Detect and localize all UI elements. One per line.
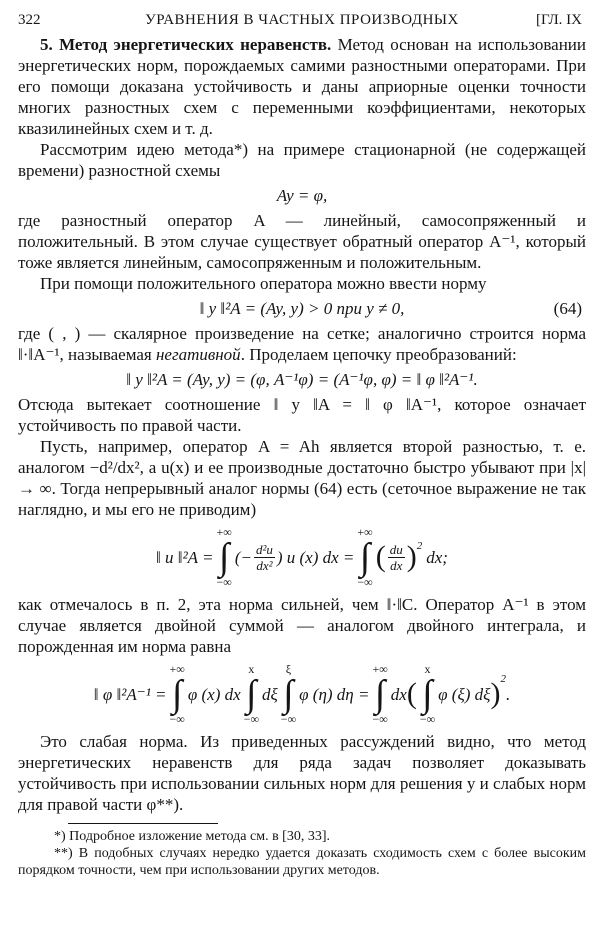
paragraph-text: Метод основан на использовании энергетических норм, порождаемых самими разностными операторами. При его помощи доказана устойчивость и даны априорные оценки точности многих разностных схем с переменными коэффициентами, некоторых квазилинейных схем и т. д. bbox=[18, 35, 586, 138]
integral-lower-limit: −∞ bbox=[357, 575, 373, 589]
integral-upper-limit: +∞ bbox=[372, 662, 388, 676]
eq-term: dξ bbox=[262, 684, 278, 704]
section-heading: 5. Метод энергетических неравенств. bbox=[40, 35, 332, 54]
eq-term: φ (ξ) dξ bbox=[438, 684, 491, 704]
integral-sign: ξ ∫ −∞ bbox=[280, 662, 297, 726]
running-header bbox=[18, 8, 586, 34]
paragraph-text: где ( , ) — скалярное произведение на сетке; аналогично строится норма ‖·‖A⁻¹, называемая bbox=[18, 324, 586, 364]
chapter-label: [ГЛ. IX bbox=[535, 12, 582, 28]
footnote: *) Подробное изложение метода см. в [30, 33]. bbox=[54, 829, 331, 844]
paragraph: Рассмотрим идею метода*) на примере стационарной (не содержащей времени) разностной схемы bbox=[18, 140, 586, 180]
equation-norm-u: ‖ u ‖²A = +∞ ∫ −∞ (− $\frac{\text{d²u}}{\text{dx²}}$ ) u (x) dx = +∞ ∫ −∞ ( $\frac{du}{dx}$ ) $^2$ dx; bbox=[156, 525, 448, 589]
equation-number: (64) bbox=[553, 299, 582, 318]
integral-lower-limit: −∞ bbox=[419, 712, 436, 726]
paragraph-text: . Проделаем цепочку преобразований: bbox=[240, 345, 517, 364]
eq-term: (− bbox=[234, 547, 252, 567]
denominator: dx² bbox=[256, 557, 273, 573]
paragraph: При помощи положительного оператора можно ввести норму bbox=[40, 274, 487, 293]
integral-lower-limit: −∞ bbox=[216, 575, 232, 589]
paragraph: Пусть, например, оператор A = Ah является второй разностью, т. е. аналогом −d²/dx², а u(x) и ее производные достаточно быстро убывают при |x| → ∞. Тогда непрерывный аналог нормы (64) есть (сеточное выражение не так наглядно, и мы его не приводим) bbox=[18, 437, 586, 519]
page-number: 322 bbox=[18, 12, 41, 28]
fraction bbox=[388, 542, 405, 573]
integral-lower-limit: −∞ bbox=[169, 712, 185, 726]
integral-sign: +∞ ∫ −∞ bbox=[357, 525, 373, 589]
integral-lower-limit: −∞ bbox=[243, 712, 260, 726]
integral-upper-limit: +∞ bbox=[216, 525, 232, 539]
paragraph: Это слабая норма. Из приведенных рассуждений видно, что метод энергетических неравенств для ряда задач позволяет доказывать устойчивость при использовании сильных норм для решения y и слабых норм для правой части φ**). bbox=[18, 732, 586, 814]
integral-sign: x ∫ −∞ bbox=[419, 662, 436, 726]
eq-lhs: ‖ u ‖²A = bbox=[156, 547, 214, 567]
integral-lower-limit: −∞ bbox=[372, 712, 388, 726]
paragraph: как отмечалось в п. 2, эта норма сильней, чем ‖·‖C. Оператор A⁻¹ в этом случае является двойной суммой — аналогом двойного интеграла, и порожденная им норма равна bbox=[18, 595, 586, 656]
integral-upper-limit: ξ bbox=[285, 662, 292, 676]
numerator: d²u bbox=[255, 541, 273, 557]
footnote: **) В подобных случаях нередко удается доказать сходимость схем с более высоким порядком точности, чем при использовании других методов. bbox=[18, 846, 586, 878]
fraction bbox=[254, 542, 275, 573]
eq-term: . bbox=[505, 684, 511, 704]
eq-term: dx bbox=[390, 684, 407, 704]
eq-lhs: ‖ φ ‖²A⁻¹ = bbox=[93, 684, 167, 704]
equation-norm-phi: ‖ φ ‖²A⁻¹ = +∞ ∫ −∞ φ (x) dx x ∫ −∞ dξ ξ ∫ −∞ φ (η) dη = +∞ ∫ −∞ dx ( x ∫ −∞ φ (ξ) dξ ) $^2$ . bbox=[93, 662, 511, 726]
integral-sign: +∞ ∫ −∞ bbox=[216, 525, 232, 589]
paragraph-intro bbox=[18, 34, 586, 139]
paragraph: Отсюда вытекает соотношение ‖ y ‖A = ‖ φ ‖A⁻¹, которое означает устойчивость по правой части. bbox=[18, 395, 586, 435]
paragraph: где разностный оператор A — линейный, самосопряженный и положительный. В этом случае существует обратный оператор A⁻¹, который тоже является линейным, самосопряженным и положительным. bbox=[18, 211, 586, 272]
denominator: dx bbox=[390, 557, 403, 573]
integral-upper-limit: x bbox=[424, 662, 431, 676]
integral-lower-limit: −∞ bbox=[280, 712, 297, 726]
integral-sign: +∞ ∫ −∞ bbox=[169, 662, 185, 726]
footnote-divider bbox=[68, 823, 218, 824]
eq-term: φ (x) dx bbox=[187, 684, 241, 704]
equation-ay: Ay = φ, bbox=[276, 186, 328, 205]
numerator: du bbox=[389, 541, 403, 557]
paragraph bbox=[18, 323, 586, 365]
integral-upper-limit: +∞ bbox=[169, 662, 185, 676]
equation-64 bbox=[18, 298, 586, 319]
emphasis: негативной bbox=[155, 345, 241, 364]
equation-body: ‖ y ‖²A = (Ay, y) > 0 при y ≠ 0, bbox=[199, 299, 405, 318]
equation-chain: ‖ y ‖²A = (Ay, y) = (φ, A⁻¹φ) = (A⁻¹φ, φ) = ‖ φ ‖²A⁻¹. bbox=[126, 370, 478, 389]
eq-term: ) u (x) dx = bbox=[276, 547, 355, 567]
eq-term: φ (η) dη = bbox=[299, 684, 370, 704]
integral-upper-limit: x bbox=[248, 662, 255, 676]
integral-sign: x ∫ −∞ bbox=[243, 662, 260, 726]
integral-sign: +∞ ∫ −∞ bbox=[372, 662, 388, 726]
running-title: УРАВНЕНИЯ В ЧАСТНЫХ ПРОИЗВОДНЫХ bbox=[145, 12, 459, 28]
integral-upper-limit: +∞ bbox=[357, 525, 373, 539]
eq-term: dx; bbox=[426, 547, 448, 567]
